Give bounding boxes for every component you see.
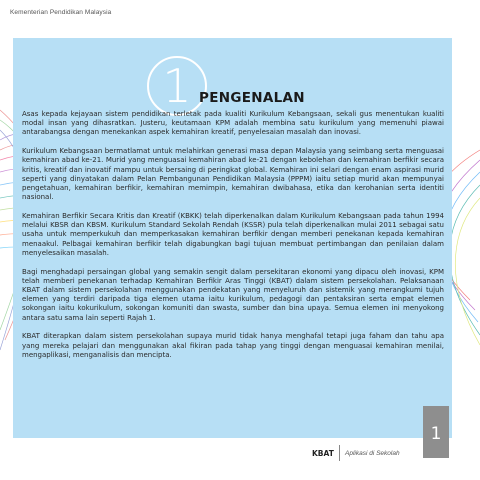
footer-brand: KBAT <box>312 449 334 458</box>
paragraph: Asas kepada kejayaan sistem pendidikan terletak pada kualiti Kurikulum Kebangsaan, sekali gus menentukan kualiti modal insan yang dihasratkan. Justeru, keutamaan KPM adalah membina satu kurikulum yang memenuhi piawai antarabangsa dengan menekankan aspek kemahiran kreatif, penyelesaian masalah dan inovasi. <box>22 110 444 137</box>
body-text <box>22 110 444 370</box>
page-number: 1 <box>430 424 442 444</box>
footer-divider <box>339 445 340 461</box>
paragraph: KBAT diterapkan dalam sistem persekolahan supaya murid tidak hanya menghafal tetapi juga faham dan tahu apa yang mereka pelajari dan menggunakan akal fikiran pada tahap yang tinggi dengan menguasai kemahiran menilai, mengaplikasi, menganalisis dan mencipta. <box>22 332 444 359</box>
chapter-number: 1 <box>162 59 192 113</box>
paragraph: Kurikulum Kebangsaan bermatlamat untuk melahirkan generasi masa depan Malaysia yang seimbang serta menguasai kemahiran abad ke-21. Murid yang menguasai kemahiran abad ke-21 dengan kebolehan dan kemahiran berfikir secara kritis, kreatif dan inovatif mampu untuk bersaing di peringkat global. Kemahiran ini selari dengan enam aspirasi murid seperti yang dinyatakan dalam Pelan Pembangunan Pendidikan Malaysia (PPPM) iaitu setiap murid akan mempunyai pengetahuan, kemahiran berfikir, kemahiran memimpin, kemahiran dwibahasa, etika dan kerohanian serta identiti nasional. <box>22 147 444 202</box>
paragraph: Bagi menghadapi persaingan global yang semakin sengit dalam persekitaran ekonomi yang dipacu oleh inovasi, KPM telah memberi penekanan terhadap Kemahiran Berfikir Aras Tinggi (KBAT) dalam sistem persekolahan. Pelaksanaan KBAT dalam sistem persekolahan menggunakan pendekatan yang menyeluruh dan sistemik yang merangkumi tujuh elemen yang terdiri daripada tiga elemen utama iaitu kurikulum, pedagogi dan pentaksiran serta empat elemen sokongan iaitu kokurikulum, sokongan komuniti dan swasta, sumber dan bina upaya. Semua elemen ini menyokong antara satu sama lain seperti Rajah 1. <box>22 267 444 322</box>
chapter-number-circle <box>147 56 207 116</box>
content-panel <box>13 38 452 438</box>
paragraph: Kemahiran Berfikir Secara Kritis dan Kreatif (KBKK) telah diperkenalkan dalam Kurikulum Kebangsaan pada tahun 1994 melalui KBSR dan KBSM. Kurikulum Standard Sekolah Rendah (KSSR) pula telah diperkenalkan mulai 2011 sebagai satu usaha untuk memperkukuh dan memperkasakan kemahiran berfikir dengan memberi penekanan kepada kemahiran menaakul. Pelbagai kemahiran berfikir telah digabungkan bagi tujuan membuat pertimbangan dan penilaian dalam menyelesaikan masalah. <box>22 212 444 257</box>
page-number-box <box>423 406 449 458</box>
footer-section-title: Aplikasi di Sekolah <box>345 450 400 457</box>
chapter-title: PENGENALAN <box>199 90 305 106</box>
ministry-header: Kementerian Pendidikan Malaysia <box>10 9 112 16</box>
